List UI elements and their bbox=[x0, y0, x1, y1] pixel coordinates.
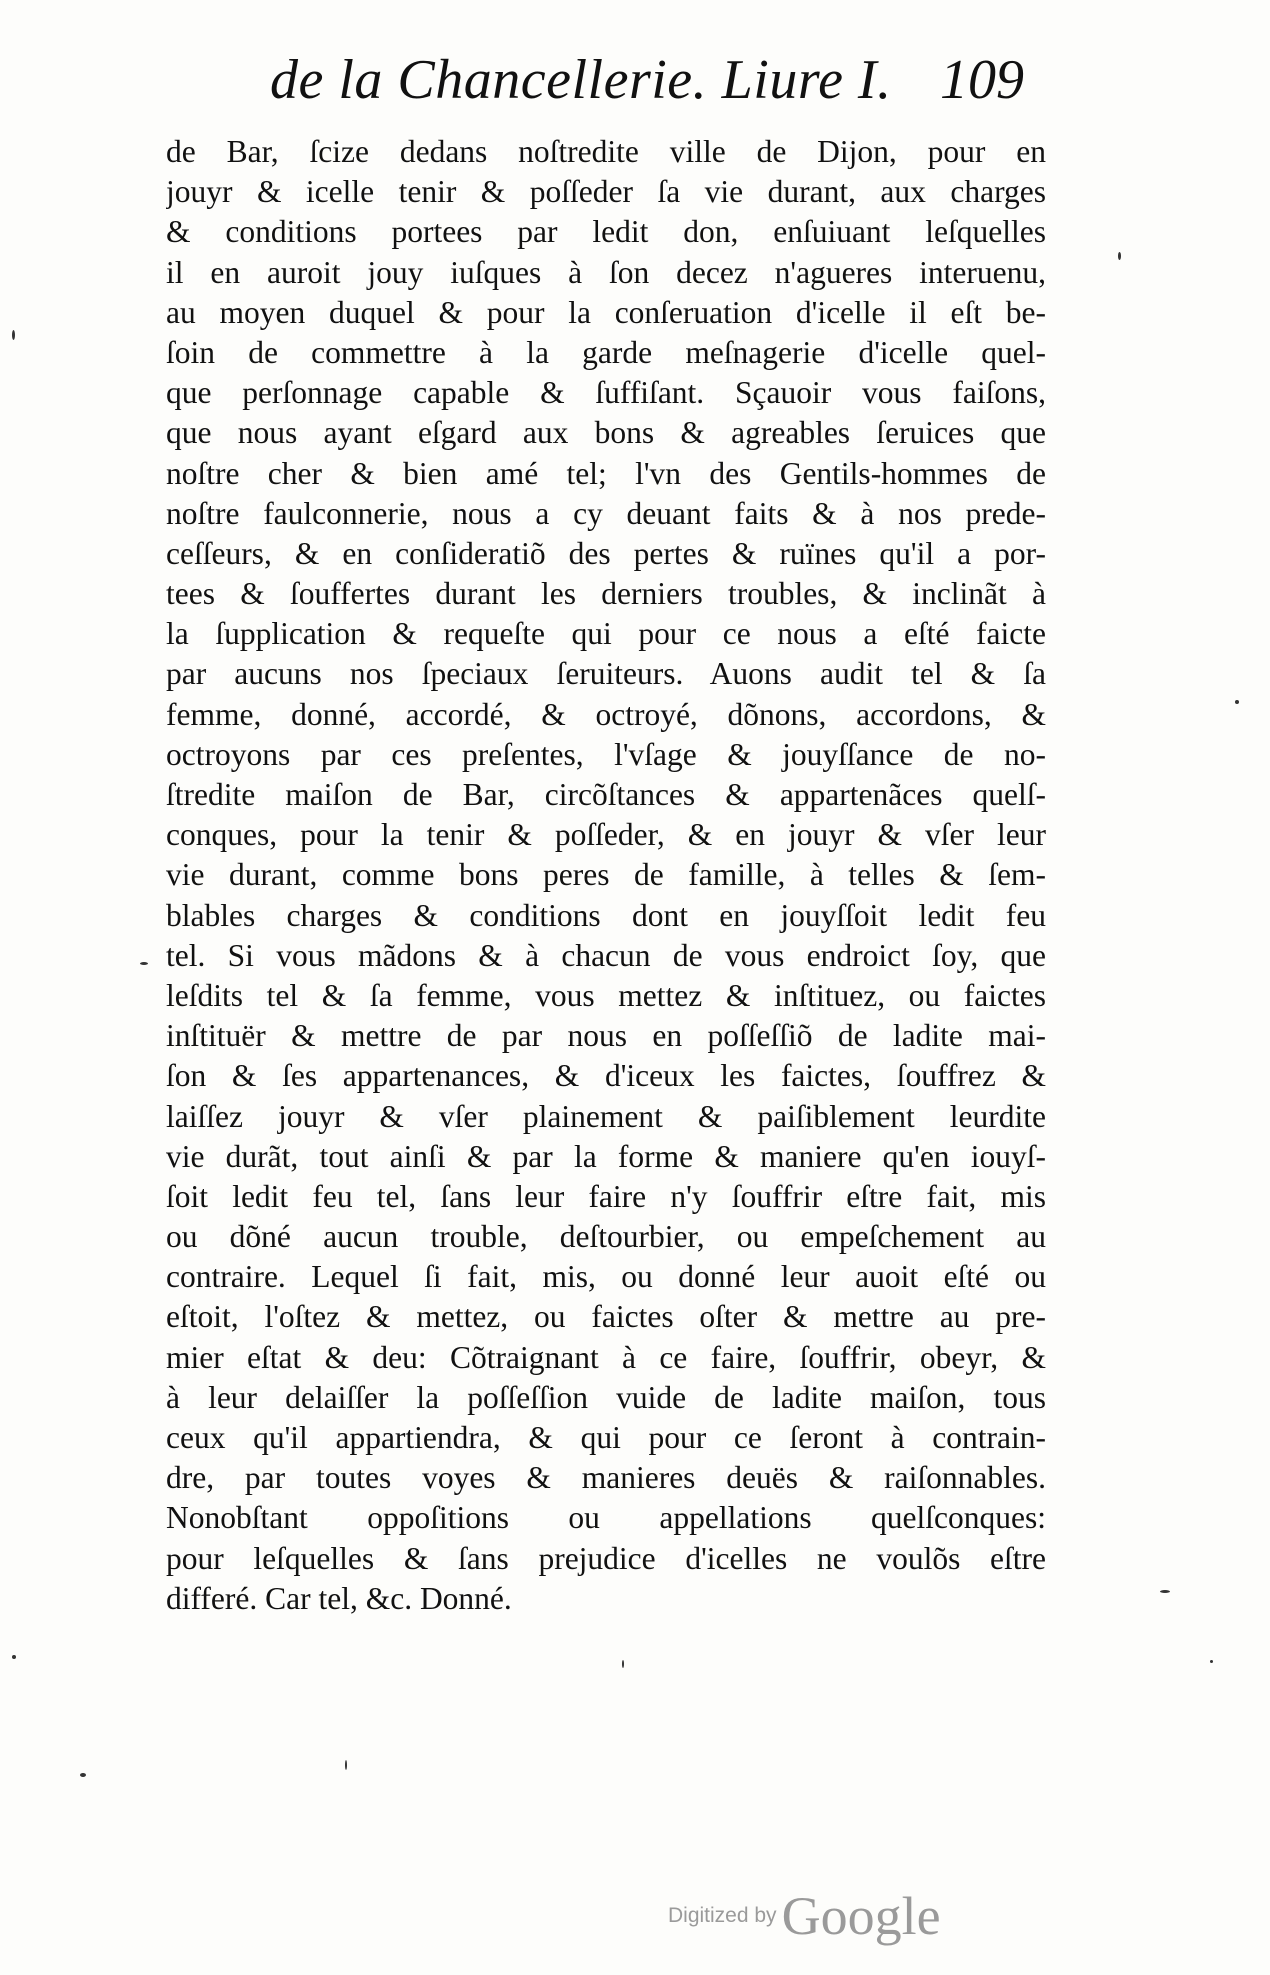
text-line: & conditions portees par ledit don, enſuiuant leſquelles bbox=[166, 214, 1046, 250]
text-line: inſtituër & mettre de par nous en poſſeſſiõ de ladite mai- bbox=[166, 1018, 1046, 1054]
text-line: noſtre faulconnerie, nous a cy deuant faits & à nos prede- bbox=[166, 495, 1046, 531]
scan-speck bbox=[12, 1655, 16, 1659]
text-line: ſtredite maiſon de Bar, circõſtances & appartenãces quelſ- bbox=[166, 777, 1046, 812]
scan-speck bbox=[80, 1773, 86, 1777]
running-head bbox=[0, 30, 1270, 130]
text-line: ou dõné aucun trouble, deſtourbier, ou empeſchement au bbox=[166, 1219, 1046, 1255]
text-line: tel. Si vous mãdons & à chacun de vous endroict ſoy, que bbox=[166, 937, 1046, 973]
text-line: ceux qu'il appartiendra, & qui pour ce ſeront à contrain- bbox=[166, 1420, 1046, 1455]
text-line: vie durãt, tout ainſi & par la forme & maniere qu'en iouyſ- bbox=[166, 1138, 1046, 1174]
text-line: noſtre cher & bien amé tel; l'vn des Gentils-hommes de bbox=[166, 455, 1046, 491]
text-line: eſtoit, l'oſtez & mettez, ou faictes oſter & mettre au pre- bbox=[166, 1299, 1046, 1335]
text-line: au moyen duquel & pour la conſeruation d'icelle il eſt be- bbox=[166, 294, 1046, 330]
text-line-last: differé. Car tel, &c. Donné. bbox=[166, 1580, 512, 1616]
text-line: leſdits tel & ſa femme, vous mettez & inſtituez, ou faictes bbox=[166, 977, 1046, 1013]
digitized-watermark bbox=[668, 1885, 1008, 1955]
scan-speck bbox=[1160, 1590, 1170, 1593]
scan-speck bbox=[622, 1660, 624, 1668]
watermark-brand: Google bbox=[781, 1886, 941, 1946]
scan-speck bbox=[140, 962, 148, 965]
text-line: femme, donné, accordé, & octroyé, dõnons, accordons, & bbox=[166, 696, 1046, 732]
running-title: de la Chancellerie. Liure I. bbox=[270, 49, 892, 111]
text-line: que perſonnage capable & ſuffiſant. Sçauoir vous faiſons, bbox=[166, 375, 1046, 411]
text-line: vie durant, comme bons peres de famille, à telles & ſem- bbox=[166, 857, 1046, 893]
text-line: laiſſez jouyr & vſer plainement & paiſiblement leurdite bbox=[166, 1098, 1046, 1134]
body-text bbox=[166, 132, 1046, 1619]
text-line: par aucuns nos ſpeciaux ſeruiteurs. Auons audit tel & ſa bbox=[166, 656, 1046, 692]
text-line: blables charges & conditions dont en jouyſſoit ledit feu bbox=[166, 897, 1046, 933]
text-line: ſoin de commettre à la garde meſnagerie d'icelle quel- bbox=[166, 334, 1046, 370]
watermark-prefix: Digitized by bbox=[668, 1904, 777, 1927]
text-line: à leur delaiſſer la poſſeſſion vuide de ladite maiſon, tous bbox=[166, 1379, 1046, 1415]
text-line: conques, pour la tenir & poſſeder, & en jouyr & vſer leur bbox=[166, 817, 1046, 853]
text-line: pour leſquelles & ſans prejudice d'icelles ne voulõs eſtre bbox=[166, 1540, 1046, 1576]
scan-speck bbox=[1118, 252, 1121, 260]
text-line: jouyr & icelle tenir & poſſeder ſa vie durant, aux charges bbox=[166, 174, 1046, 210]
text-line: ſoit ledit feu tel, ſans leur faire n'y ſouffrir eſtre fait, mis bbox=[166, 1178, 1046, 1214]
text-line: tees & ſouffertes durant les derniers troubles, & inclinãt à bbox=[166, 576, 1046, 612]
text-line: ceſſeurs, & en conſideratiõ des pertes & ruïnes qu'il a por- bbox=[166, 535, 1046, 571]
text-line: de Bar, ſcize dedans noſtredite ville de Dijon, pour en bbox=[166, 134, 1046, 169]
text-line: mier eſtat & deu: Cõtraignant à ce faire, ſouffrir, obeyr, & bbox=[166, 1339, 1046, 1375]
scan-speck bbox=[12, 330, 15, 340]
text-line: contraire. Lequel ſi fait, mis, ou donné leur auoit eſté ou bbox=[166, 1259, 1046, 1295]
text-line: Nonobſtant oppoſitions ou appellations quelſconques: bbox=[166, 1500, 1046, 1536]
text-line: ſon & ſes appartenances, & d'iceux les faictes, ſouffrez & bbox=[166, 1058, 1046, 1094]
text-line: octroyons par ces preſentes, l'vſage & jouyſſance de no- bbox=[166, 736, 1046, 772]
scan-speck bbox=[1235, 700, 1239, 704]
text-line: il en auroit jouy iuſques à ſon decez n'agueres interuenu, bbox=[166, 254, 1046, 290]
text-line: dre, par toutes voyes & manieres deuës & raiſonnables. bbox=[166, 1460, 1046, 1496]
text-line: la ſupplication & requeſte qui pour ce nous a eſté faicte bbox=[166, 616, 1046, 652]
text-line: que nous ayant eſgard aux bons & agreables ſeruices que bbox=[166, 415, 1046, 451]
scan-speck bbox=[345, 1760, 347, 1770]
page-number: 109 bbox=[940, 49, 1024, 111]
scan-speck bbox=[1210, 1660, 1213, 1663]
